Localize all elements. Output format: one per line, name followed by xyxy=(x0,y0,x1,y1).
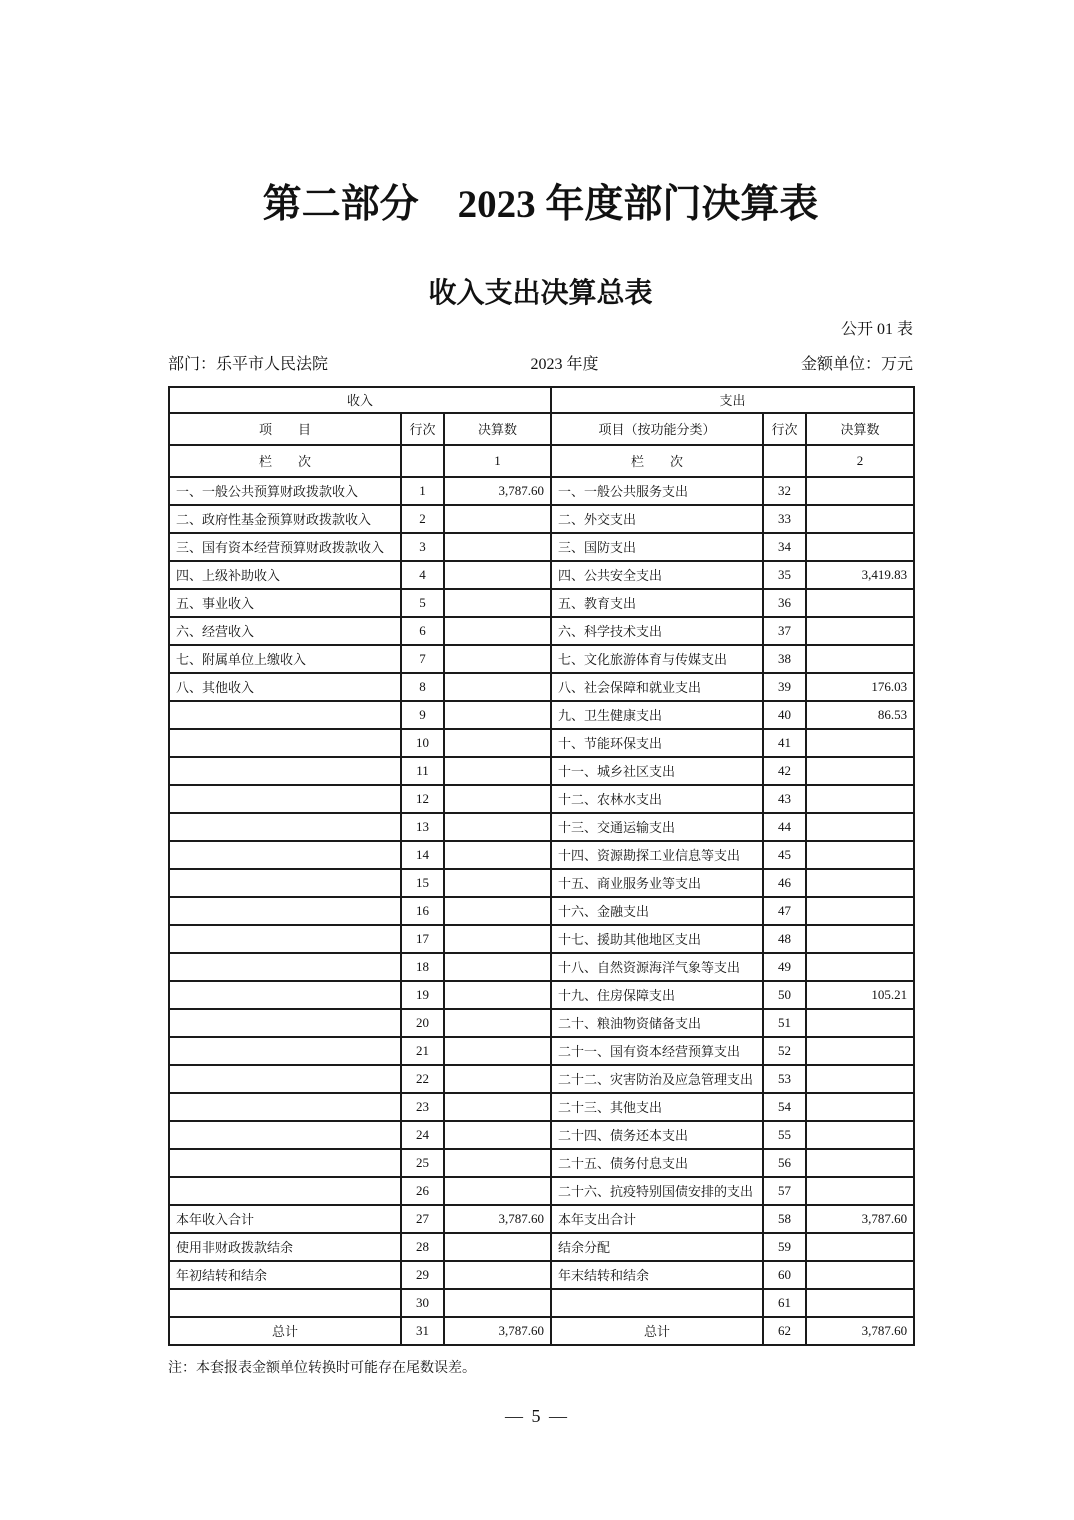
income-rowno-cell: 13 xyxy=(401,813,444,841)
income-rowno-cell: 25 xyxy=(401,1149,444,1177)
table-row xyxy=(169,729,914,757)
income-item-cell xyxy=(169,953,401,981)
income-item-cell xyxy=(169,869,401,897)
expense-amount-cell xyxy=(806,1009,914,1037)
table-row xyxy=(169,1261,914,1289)
expense-rowno-cell: 32 xyxy=(763,477,806,505)
expense-rowno-cell: 41 xyxy=(763,729,806,757)
income-item-cell: 总计 xyxy=(169,1317,401,1345)
income-section-header: 收入 xyxy=(169,387,551,413)
income-item-cell xyxy=(169,1121,401,1149)
income-item-cell: 五、事业收入 xyxy=(169,589,401,617)
income-rowno-cell: 10 xyxy=(401,729,444,757)
income-rowno-cell: 23 xyxy=(401,1093,444,1121)
income-rowno-cell: 27 xyxy=(401,1205,444,1233)
table-row xyxy=(169,813,914,841)
income-item-cell: 二、政府性基金预算财政拨款收入 xyxy=(169,505,401,533)
table-row xyxy=(169,1317,914,1345)
income-item-cell xyxy=(169,1009,401,1037)
table-row xyxy=(169,1037,914,1065)
income-rowno-cell: 6 xyxy=(401,617,444,645)
expense-amount-cell xyxy=(806,617,914,645)
income-item-cell: 使用非财政拨款结余 xyxy=(169,1233,401,1261)
expense-rowno-cell: 46 xyxy=(763,869,806,897)
column-header-row xyxy=(169,413,914,445)
income-item-cell xyxy=(169,729,401,757)
income-amount-cell xyxy=(444,1065,551,1093)
expense-amount-cell xyxy=(806,1093,914,1121)
expense-item-cell: 十、节能环保支出 xyxy=(551,729,763,757)
expense-rowno-cell: 60 xyxy=(763,1261,806,1289)
income-item-cell: 七、附属单位上缴收入 xyxy=(169,645,401,673)
expense-rowno-cell: 39 xyxy=(763,673,806,701)
income-amount-cell xyxy=(444,1009,551,1037)
expense-amount-cell xyxy=(806,1177,914,1205)
expense-amount-cell xyxy=(806,757,914,785)
expense-item-cell: 二十一、国有资本经营预算支出 xyxy=(551,1037,763,1065)
unit-label: 金额单位：万元 xyxy=(800,356,913,374)
expense-amount-cell xyxy=(806,589,914,617)
expense-item-cell: 二十四、债务还本支出 xyxy=(551,1121,763,1149)
income-amount-cell xyxy=(444,925,551,953)
income-amount-cell xyxy=(444,1233,551,1261)
expense-item-cell: 十七、援助其他地区支出 xyxy=(551,925,763,953)
income-rowno-cell: 12 xyxy=(401,785,444,813)
expense-item-cell: 二十、粮油物资储备支出 xyxy=(551,1009,763,1037)
income-amount-cell xyxy=(444,673,551,701)
expense-rowno-cell: 47 xyxy=(763,897,806,925)
income-rowno-cell: 22 xyxy=(401,1065,444,1093)
table-row xyxy=(169,953,914,981)
table-row xyxy=(169,505,914,533)
income-rowno-cell: 18 xyxy=(401,953,444,981)
income-amount-cell xyxy=(444,1177,551,1205)
income-rowno-cell: 28 xyxy=(401,1233,444,1261)
income-rowno-cell: 11 xyxy=(401,757,444,785)
expense-rowno-cell: 33 xyxy=(763,505,806,533)
expense-amount-cell xyxy=(806,925,914,953)
expense-lan-blank xyxy=(763,445,806,477)
expense-lan-label: 栏 次 xyxy=(551,445,763,477)
income-item-cell xyxy=(169,1149,401,1177)
table-body xyxy=(169,477,914,1345)
table-row xyxy=(169,477,914,505)
income-amount-cell xyxy=(444,561,551,589)
table-row xyxy=(169,1289,914,1317)
income-rowno-cell: 29 xyxy=(401,1261,444,1289)
expense-item-cell: 十五、商业服务业等支出 xyxy=(551,869,763,897)
income-lan-index: 1 xyxy=(444,445,551,477)
expense-rowno-cell: 58 xyxy=(763,1205,806,1233)
income-amount-cell xyxy=(444,1289,551,1317)
expense-amount-cell xyxy=(806,813,914,841)
expense-amount-cell xyxy=(806,1289,914,1317)
part-title: 第二部分 2023 年度部门决算表 xyxy=(262,183,819,226)
table-row xyxy=(169,869,914,897)
income-amount-cell xyxy=(444,981,551,1009)
expense-lan-index: 2 xyxy=(806,445,914,477)
expense-rowno-cell: 55 xyxy=(763,1121,806,1149)
expense-item-cell: 七、文化旅游体育与传媒支出 xyxy=(551,645,763,673)
table-row xyxy=(169,925,914,953)
income-item-cell xyxy=(169,1093,401,1121)
income-amount-cell xyxy=(444,841,551,869)
expense-item-cell: 本年支出合计 xyxy=(551,1205,763,1233)
income-lan-blank xyxy=(401,445,444,477)
expense-amount-cell xyxy=(806,1149,914,1177)
income-rowno-cell: 19 xyxy=(401,981,444,1009)
expense-item-header: 项目（按功能分类） xyxy=(551,413,763,445)
income-item-cell xyxy=(169,757,401,785)
column-index-row xyxy=(169,445,914,477)
income-item-cell xyxy=(169,981,401,1009)
footnote: 注：本套报表金额单位转换时可能存在尾数误差。 xyxy=(168,1360,476,1376)
meta-line xyxy=(168,355,913,376)
expense-rowno-cell: 57 xyxy=(763,1177,806,1205)
income-rowno-cell: 9 xyxy=(401,701,444,729)
expense-item-cell: 二、外交支出 xyxy=(551,505,763,533)
table-row xyxy=(169,701,914,729)
income-amount-cell xyxy=(444,1093,551,1121)
expense-rowno-cell: 35 xyxy=(763,561,806,589)
expense-amount-cell: 176.03 xyxy=(806,673,914,701)
income-amount-cell xyxy=(444,785,551,813)
expense-amount-cell: 105.21 xyxy=(806,981,914,1009)
income-amount-cell xyxy=(444,645,551,673)
income-rowno-cell: 5 xyxy=(401,589,444,617)
income-amount-cell xyxy=(444,729,551,757)
expense-rowno-cell: 53 xyxy=(763,1065,806,1093)
income-amount-cell: 3,787.60 xyxy=(444,1317,551,1345)
income-amount-cell xyxy=(444,897,551,925)
income-item-cell xyxy=(169,1177,401,1205)
expense-section-header: 支出 xyxy=(551,387,914,413)
expense-item-cell: 三、国防支出 xyxy=(551,533,763,561)
income-amount-cell xyxy=(444,1261,551,1289)
summary-table xyxy=(168,386,915,1346)
expense-item-cell: 二十三、其他支出 xyxy=(551,1093,763,1121)
income-item-header: 项 目 xyxy=(169,413,401,445)
table-row xyxy=(169,897,914,925)
table-title: 收入支出决算总表 xyxy=(428,277,653,309)
table-row xyxy=(169,1205,914,1233)
expense-amount-cell xyxy=(806,729,914,757)
expense-rowno-cell: 50 xyxy=(763,981,806,1009)
expense-rowno-cell: 49 xyxy=(763,953,806,981)
income-rowno-cell: 17 xyxy=(401,925,444,953)
income-amount-cell xyxy=(444,757,551,785)
expense-rowno-cell: 51 xyxy=(763,1009,806,1037)
expense-amount-cell: 3,787.60 xyxy=(806,1317,914,1345)
expense-rowno-cell: 52 xyxy=(763,1037,806,1065)
income-amount-cell xyxy=(444,701,551,729)
expense-rowno-cell: 56 xyxy=(763,1149,806,1177)
expense-item-cell: 十三、交通运输支出 xyxy=(551,813,763,841)
table-row xyxy=(169,1121,914,1149)
table-row xyxy=(169,1065,914,1093)
expense-rowno-cell: 42 xyxy=(763,757,806,785)
expense-rowno-cell: 59 xyxy=(763,1233,806,1261)
income-rowno-cell: 15 xyxy=(401,869,444,897)
income-amount-cell: 3,787.60 xyxy=(444,477,551,505)
expense-amount-cell xyxy=(806,785,914,813)
expense-amount-cell xyxy=(806,477,914,505)
income-rowno-cell: 20 xyxy=(401,1009,444,1037)
page-content xyxy=(168,0,913,1379)
income-rowno-cell: 7 xyxy=(401,645,444,673)
table-row xyxy=(169,1177,914,1205)
expense-rowno-cell: 38 xyxy=(763,645,806,673)
expense-rowno-cell: 45 xyxy=(763,841,806,869)
income-item-cell xyxy=(169,1289,401,1317)
expense-rowno-cell: 34 xyxy=(763,533,806,561)
expense-amount-cell xyxy=(806,869,914,897)
income-rowno-cell: 26 xyxy=(401,1177,444,1205)
expense-item-cell: 九、卫生健康支出 xyxy=(551,701,763,729)
income-item-cell xyxy=(169,925,401,953)
table-row xyxy=(169,981,914,1009)
income-item-cell: 四、上级补助收入 xyxy=(169,561,401,589)
income-amount-cell xyxy=(444,533,551,561)
income-rowno-cell: 4 xyxy=(401,561,444,589)
income-item-cell: 本年收入合计 xyxy=(169,1205,401,1233)
income-amount-cell xyxy=(444,617,551,645)
expense-amount-cell: 86.53 xyxy=(806,701,914,729)
expense-amount-cell xyxy=(806,1233,914,1261)
table-code: 公开 01 表 xyxy=(840,321,913,339)
expense-item-cell: 十一、城乡社区支出 xyxy=(551,757,763,785)
expense-item-cell: 年末结转和结余 xyxy=(551,1261,763,1289)
table-row xyxy=(169,673,914,701)
income-item-cell xyxy=(169,785,401,813)
income-amount-header: 决算数 xyxy=(444,413,551,445)
table-row xyxy=(169,757,914,785)
income-item-cell: 六、经营收入 xyxy=(169,617,401,645)
income-rowno-cell: 14 xyxy=(401,841,444,869)
expense-item-cell: 十九、住房保障支出 xyxy=(551,981,763,1009)
expense-item-cell: 二十五、债务付息支出 xyxy=(551,1149,763,1177)
income-amount-cell xyxy=(444,1037,551,1065)
section-header-row xyxy=(169,387,914,413)
page-number: — 5 — xyxy=(505,1406,569,1426)
expense-item-cell: 四、公共安全支出 xyxy=(551,561,763,589)
expense-rowno-cell: 48 xyxy=(763,925,806,953)
income-item-cell xyxy=(169,841,401,869)
income-item-cell xyxy=(169,1065,401,1093)
income-amount-cell xyxy=(444,589,551,617)
expense-item-cell: 十二、农林水支出 xyxy=(551,785,763,813)
expense-rowno-cell: 61 xyxy=(763,1289,806,1317)
table-row xyxy=(169,617,914,645)
table-row xyxy=(169,785,914,813)
expense-item-cell: 十四、资源勘探工业信息等支出 xyxy=(551,841,763,869)
table-row xyxy=(169,589,914,617)
expense-amount-cell xyxy=(806,533,914,561)
income-amount-cell xyxy=(444,953,551,981)
income-amount-cell xyxy=(444,1149,551,1177)
income-lan-label: 栏 次 xyxy=(169,445,401,477)
table-row xyxy=(169,1149,914,1177)
income-rowno-header: 行次 xyxy=(401,413,444,445)
expense-rowno-cell: 37 xyxy=(763,617,806,645)
department-label: 部门：乐平市人民法院 xyxy=(168,356,329,374)
income-item-cell xyxy=(169,813,401,841)
income-item-cell: 八、其他收入 xyxy=(169,673,401,701)
expense-rowno-cell: 62 xyxy=(763,1317,806,1345)
expense-item-cell: 一、一般公共服务支出 xyxy=(551,477,763,505)
expense-item-cell xyxy=(551,1289,763,1317)
expense-item-cell: 二十二、灾害防治及应急管理支出 xyxy=(551,1065,763,1093)
income-rowno-cell: 31 xyxy=(401,1317,444,1345)
expense-amount-cell xyxy=(806,897,914,925)
expense-item-cell: 十六、金融支出 xyxy=(551,897,763,925)
expense-amount-cell xyxy=(806,841,914,869)
year-label: 2023 年度 xyxy=(530,356,599,374)
income-amount-cell xyxy=(444,813,551,841)
table-row xyxy=(169,533,914,561)
expense-amount-cell: 3,419.83 xyxy=(806,561,914,589)
table-row xyxy=(169,645,914,673)
income-amount-cell xyxy=(444,1121,551,1149)
income-item-cell: 三、国有资本经营预算财政拨款收入 xyxy=(169,533,401,561)
expense-rowno-cell: 40 xyxy=(763,701,806,729)
income-rowno-cell: 1 xyxy=(401,477,444,505)
expense-amount-cell: 3,787.60 xyxy=(806,1205,914,1233)
expense-amount-cell xyxy=(806,1121,914,1149)
income-rowno-cell: 30 xyxy=(401,1289,444,1317)
expense-rowno-cell: 44 xyxy=(763,813,806,841)
expense-amount-cell xyxy=(806,1261,914,1289)
expense-item-cell: 十八、自然资源海洋气象等支出 xyxy=(551,953,763,981)
income-item-cell: 年初结转和结余 xyxy=(169,1261,401,1289)
expense-amount-cell xyxy=(806,505,914,533)
income-rowno-cell: 16 xyxy=(401,897,444,925)
expense-rowno-cell: 36 xyxy=(763,589,806,617)
income-item-cell xyxy=(169,1037,401,1065)
expense-item-cell: 八、社会保障和就业支出 xyxy=(551,673,763,701)
expense-item-cell: 二十六、抗疫特别国债安排的支出 xyxy=(551,1177,763,1205)
table-row xyxy=(169,1093,914,1121)
income-rowno-cell: 21 xyxy=(401,1037,444,1065)
expense-item-cell: 六、科学技术支出 xyxy=(551,617,763,645)
expense-rowno-header: 行次 xyxy=(763,413,806,445)
expense-item-cell: 五、教育支出 xyxy=(551,589,763,617)
income-rowno-cell: 3 xyxy=(401,533,444,561)
table-row xyxy=(169,1233,914,1261)
expense-item-cell: 结余分配 xyxy=(551,1233,763,1261)
income-amount-cell: 3,787.60 xyxy=(444,1205,551,1233)
table-row xyxy=(169,841,914,869)
expense-amount-header: 决算数 xyxy=(806,413,914,445)
income-item-cell: 一、一般公共预算财政拨款收入 xyxy=(169,477,401,505)
income-item-cell xyxy=(169,701,401,729)
expense-item-cell: 总计 xyxy=(551,1317,763,1345)
income-amount-cell xyxy=(444,505,551,533)
expense-amount-cell xyxy=(806,1037,914,1065)
expense-amount-cell xyxy=(806,645,914,673)
income-rowno-cell: 24 xyxy=(401,1121,444,1149)
income-item-cell xyxy=(169,897,401,925)
table-row xyxy=(169,561,914,589)
expense-rowno-cell: 43 xyxy=(763,785,806,813)
expense-amount-cell xyxy=(806,953,914,981)
income-amount-cell xyxy=(444,869,551,897)
expense-rowno-cell: 54 xyxy=(763,1093,806,1121)
expense-amount-cell xyxy=(806,1065,914,1093)
income-rowno-cell: 2 xyxy=(401,505,444,533)
income-rowno-cell: 8 xyxy=(401,673,444,701)
table-row xyxy=(169,1009,914,1037)
